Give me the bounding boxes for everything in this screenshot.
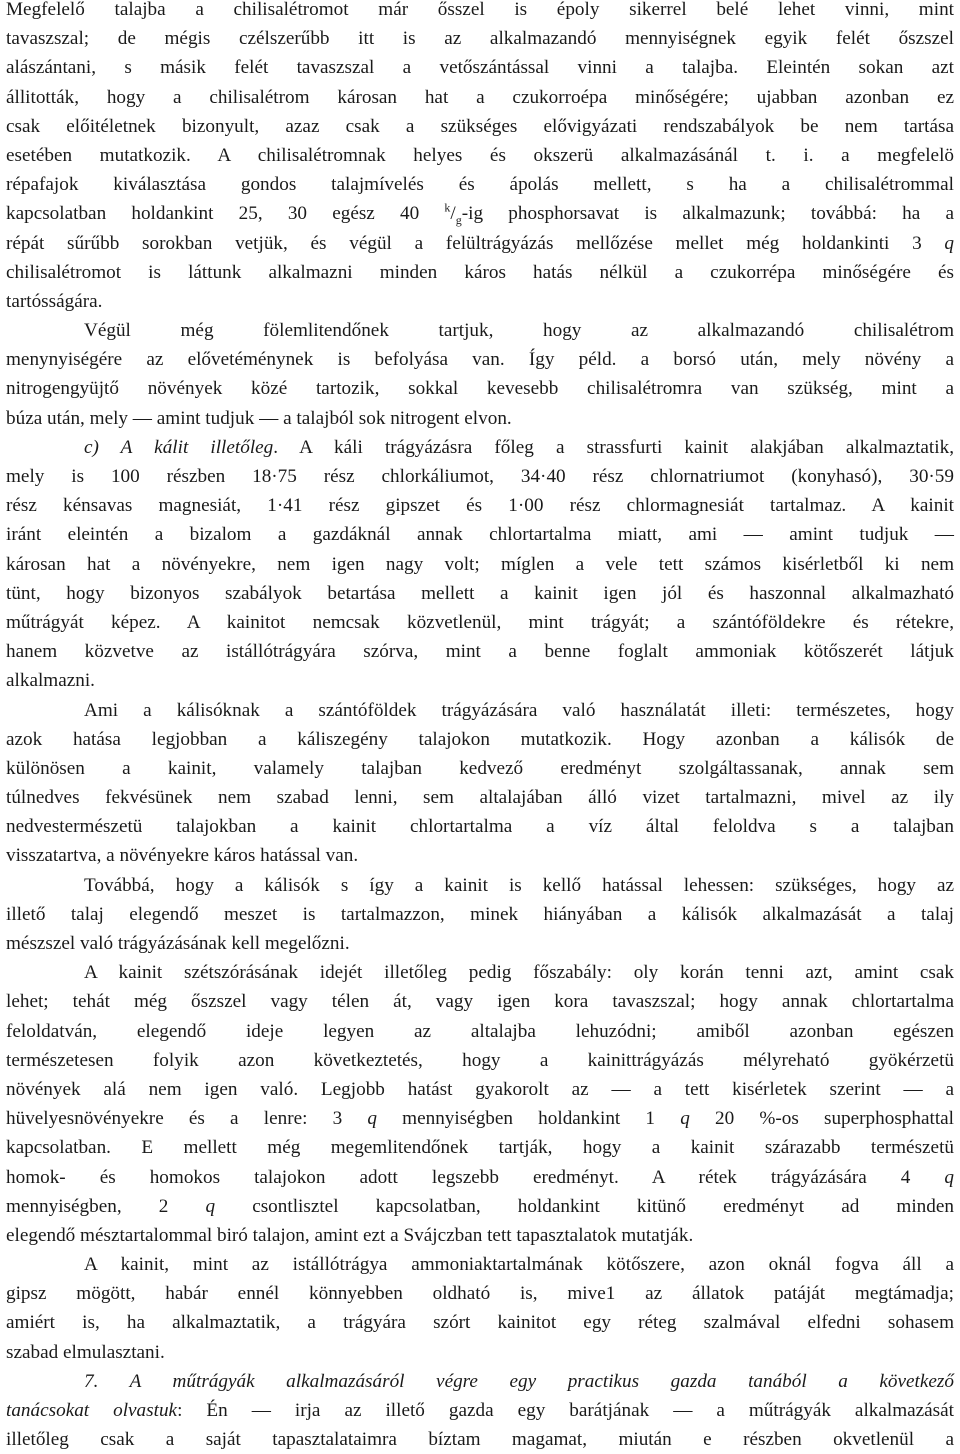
text-run: A kainit, mint az istállótrágya ammoniaktartalmának kötőszere, azon oknál fogva áll a (84, 1254, 954, 1276)
text-run: illetőleg csak a saját tapasztalataimra bíztam magamat, miután e részben okvetlenül a (6, 1429, 954, 1451)
text-run: gipsz mögött, habár ennél könnyebben oldható is, mive1 az állatok patáját megtámadja; (6, 1283, 954, 1305)
text-run: Ami a kálisóknak a szántóföldek trágyázására való használatát illeti: természetes, hogy (84, 699, 954, 721)
text-run: Végül még fölemlitendőnek tartjuk, hogy az alkalmazandó chilisalétrom (84, 320, 954, 342)
text-line (6, 1279, 954, 1308)
text-line (6, 258, 954, 287)
text-run: chilisalétromot is láttunk alkalmazni minden káros hatás nélkül a czukorrépa minőségére és (6, 261, 954, 283)
text-line (6, 725, 954, 754)
text-line (6, 1367, 954, 1396)
text-line (6, 374, 954, 403)
text-line (6, 696, 954, 725)
text-line (6, 0, 954, 24)
text-run: mennyiségben, 2 (6, 1195, 206, 1217)
text-line (6, 958, 954, 987)
text-run: búza után, mely — amint tudjuk — a talajból sok nitrogent elvon. (6, 407, 512, 429)
text-run: q (367, 1108, 377, 1130)
text-run: mely is 100 részben 18·75 rész chlorkáliumot, 34·40 rész chlornatriumot (konyhasó), 30·59 (6, 466, 954, 487)
text-line (6, 1133, 954, 1162)
text-run: természetesen folyik azon következtetés, hogy a kainittrágyázás mélyreható gyökérzetü (6, 1049, 954, 1071)
text-run: Megfelelő talajba a chilisalétromot már ősszel is époly sikerrel belé lehet vinni, mint (6, 0, 954, 20)
text-line (6, 1250, 954, 1279)
text-run: A kainit szétszórásának idejét illetőleg pedig főszabály: oly korán tenni azt, amint csak (84, 962, 954, 984)
text-line (6, 550, 954, 579)
text-line (6, 316, 954, 345)
text-run: növények alá nem igen való. Legjobb hatást gyakorolt az — a tett kisérletek szerint — a (6, 1078, 954, 1100)
text-line (6, 812, 954, 841)
text-run: tavaszszal; de mégis czélszerűbb itt is az alkalmazandó mennyiségnek egyik felét őszszel (6, 28, 954, 50)
text-line (6, 900, 954, 929)
text-run: 20 %-os superphosphattal (689, 1108, 954, 1130)
text-run: 7. A műtrágyák alkalmazásáról végre egy practikus gazda tanából a következő (84, 1370, 954, 1392)
text-run: illető talaj elegendő meszet is tartalmazzon, minek hiányában a kálisók alkalmazását a talaj (6, 903, 954, 925)
text-run: -ig phosphorsavat is alkalmazunk; továbbá: ha a (461, 203, 954, 225)
unit-subscript: g (455, 213, 462, 228)
text-line: kapcsolatban holdankint 25, 30 egész 40 $^k/_g-ig$ phosphorsavat is alkalmazunk; továbbá: ha a (6, 200, 954, 228)
text-line (6, 1104, 954, 1133)
text-line (6, 754, 954, 783)
text-line (6, 1046, 954, 1075)
text-line (6, 24, 954, 53)
text-run: csak előitéletnek bizonyult, azaz csak a szükséges elővigyázati rendszabályok be nem tartása (6, 115, 954, 137)
text-line (6, 929, 954, 958)
text-run: q (944, 1166, 954, 1188)
text-run: répafajok kiválasztása gondos talajmívelés és ápolás mellett, s ha a chilisalétrommal (6, 174, 954, 196)
text-run: hanem közvetve az istállótrágyára szórva, mint a benne foglalt ammoniak kötőszerét látjuk (6, 641, 954, 663)
text-line (6, 637, 954, 666)
text-line (6, 229, 954, 258)
text-run: kapcsolatban holdankint 25, 30 egész 40 (6, 203, 445, 225)
text-line (6, 783, 954, 812)
text-line (6, 608, 954, 637)
text-line (6, 345, 954, 374)
text-line (6, 871, 954, 900)
text-line (6, 141, 954, 170)
text-run: c) A kálit illetőleg (84, 436, 274, 458)
text-line (6, 491, 954, 520)
text-line (6, 170, 954, 199)
text-line (6, 433, 954, 462)
text-run: állitották, hogy a chilisalétrom károsan hat a czukorroépa minőségére; ujabban azonban ez (6, 86, 954, 108)
text-line (6, 579, 954, 608)
text-run: alászántani, s másik felét tavaszszal a vetőszántással vinni a talajba. Eleintén sokan azt (6, 57, 954, 79)
text-line (6, 1017, 954, 1046)
text-line (6, 1221, 954, 1250)
text-run: nitrogengyüjtő növények közé tartozik, sokkal kevesebb chilisalétromra van szükség, mint a (6, 378, 954, 400)
text-line (6, 1308, 954, 1337)
text-line (6, 1075, 954, 1104)
text-run: hüvelyesnövényekre és a lenre: 3 (6, 1108, 368, 1130)
text-run: műtrágyát képez. A kainitot nemcsak közvetlenül, mint trágyát; a szántóföldekre és rétekre, (6, 611, 954, 633)
text-run: visszatartva, a növényekre káros hatással van. (6, 845, 359, 867)
text-run: mennyiségben holdankint 1 (376, 1108, 681, 1130)
text-run: q (205, 1195, 216, 1217)
text-line (6, 112, 954, 141)
text-run: amiért is, ha alkalmaztatik, a trágyára szórt kainitot egy réteg szalmával elfedni sohasem (6, 1312, 954, 1334)
text-run: q (680, 1108, 690, 1130)
text-run: menynyiségére az elővetéménynek is befolyása van. Így péld. a borsó után, mely növény a (6, 349, 954, 371)
text-line (6, 53, 954, 82)
text-run: tanácsokat olvastuk (6, 1400, 178, 1421)
text-run: mészszel való trágyázásának kell megelőzni. (6, 933, 350, 954)
text-run: Továbbá, hogy a kálisók s így a kainit is kellő hatással lehessen: szükséges, hogy az (84, 874, 954, 896)
text-line (6, 1425, 954, 1454)
text-line (6, 520, 954, 549)
text-run: károsan hat a növényekre, nem igen nagy volt; míglen a vele tett számos kisérletből ki nem (6, 553, 954, 575)
text-run: esetében mutatkozik. A chilisalétromnak helyes és okszerü alkalmazásánál t. i. a megfelelö (6, 144, 954, 166)
text-run: csontlisztel kapcsolatban, holdankint kitünő eredményt ad minden (215, 1195, 954, 1217)
text-run: különösen a kainit, valamely talajban kedvező eredményt szolgáltassanak, annak sem (6, 757, 954, 779)
text-line (6, 462, 954, 491)
text-run: lehet; tehát még őszszel vagy télen át, vagy igen kora tavaszszal; hogy annak chlortartalma (6, 991, 954, 1013)
unit-superscript: k (444, 200, 451, 215)
text-run: répát sűrűbb sorokban vetjük, és végül a felültrágyázás mellőzése mellet még holdankinti 3 (6, 232, 945, 254)
text-run: alkalmazni. (6, 670, 95, 692)
text-run: elegendő mésztartalommal biró talajon, amint ezt a Svájczban tett tapasztalatok mutatják. (6, 1224, 694, 1246)
text-line (6, 83, 954, 112)
text-line (6, 404, 954, 433)
text-run: túlnedves fekvésünek nem szabad lenni, sem altalajában álló vizet tartalmazni, mivel az ily (6, 787, 954, 809)
text-run: iránt eleintén a bizalom a gazdáknál annak chlortartalma miatt, ami — amint tudjuk — (6, 524, 954, 546)
text-line (6, 1396, 954, 1425)
text-run: . A káli trágyázásra főleg a strassfurti kainit alakjában alkalmaztatik, (273, 436, 954, 458)
text-run: rész kénsavas magnesiát, 1·41 rész gipszet és 1·00 rész chlormagnesiát tartalmaz. A kainit (6, 495, 954, 517)
text-line (6, 1338, 954, 1367)
text-run: kapcsolatban. E mellett még megemlitendőnek tartják, hogy a kainit szárazabb természetü (6, 1137, 954, 1159)
text-run: feloldatván, elegendő ideje legyen az altalajba lehuzódni; amiből azonban egészen (6, 1020, 954, 1042)
text-line (6, 841, 954, 870)
text-run: q (944, 232, 954, 254)
text-run: tartósságára. (6, 290, 103, 312)
text-run: tünt, hogy bizonyos szabályok betartása mellett a kainit igen jól és haszonnal alkalmazható (6, 582, 954, 604)
text-line (6, 987, 954, 1016)
text-line (6, 287, 954, 316)
text-line (6, 666, 954, 695)
text-line (6, 1192, 954, 1221)
text-run: : Én — irja az illető gazda egy barátjának — a műtrágyák alkalmazását (177, 1400, 955, 1421)
text-run: nedvestermészetü talajokban a kainit chlortartalma a víz által feloldva s a talajban (6, 816, 954, 838)
text-run: azok hatása legjobban a káliszegény talajokon mutatkozik. Hogy azonban a kálisók de (6, 728, 954, 750)
text-run: homok- és homokos talajokon adott legszebb eredményt. A rétek trágyázására 4 (6, 1166, 945, 1188)
text-line (6, 1163, 954, 1192)
text-run: szabad elmulasztani. (6, 1341, 165, 1363)
